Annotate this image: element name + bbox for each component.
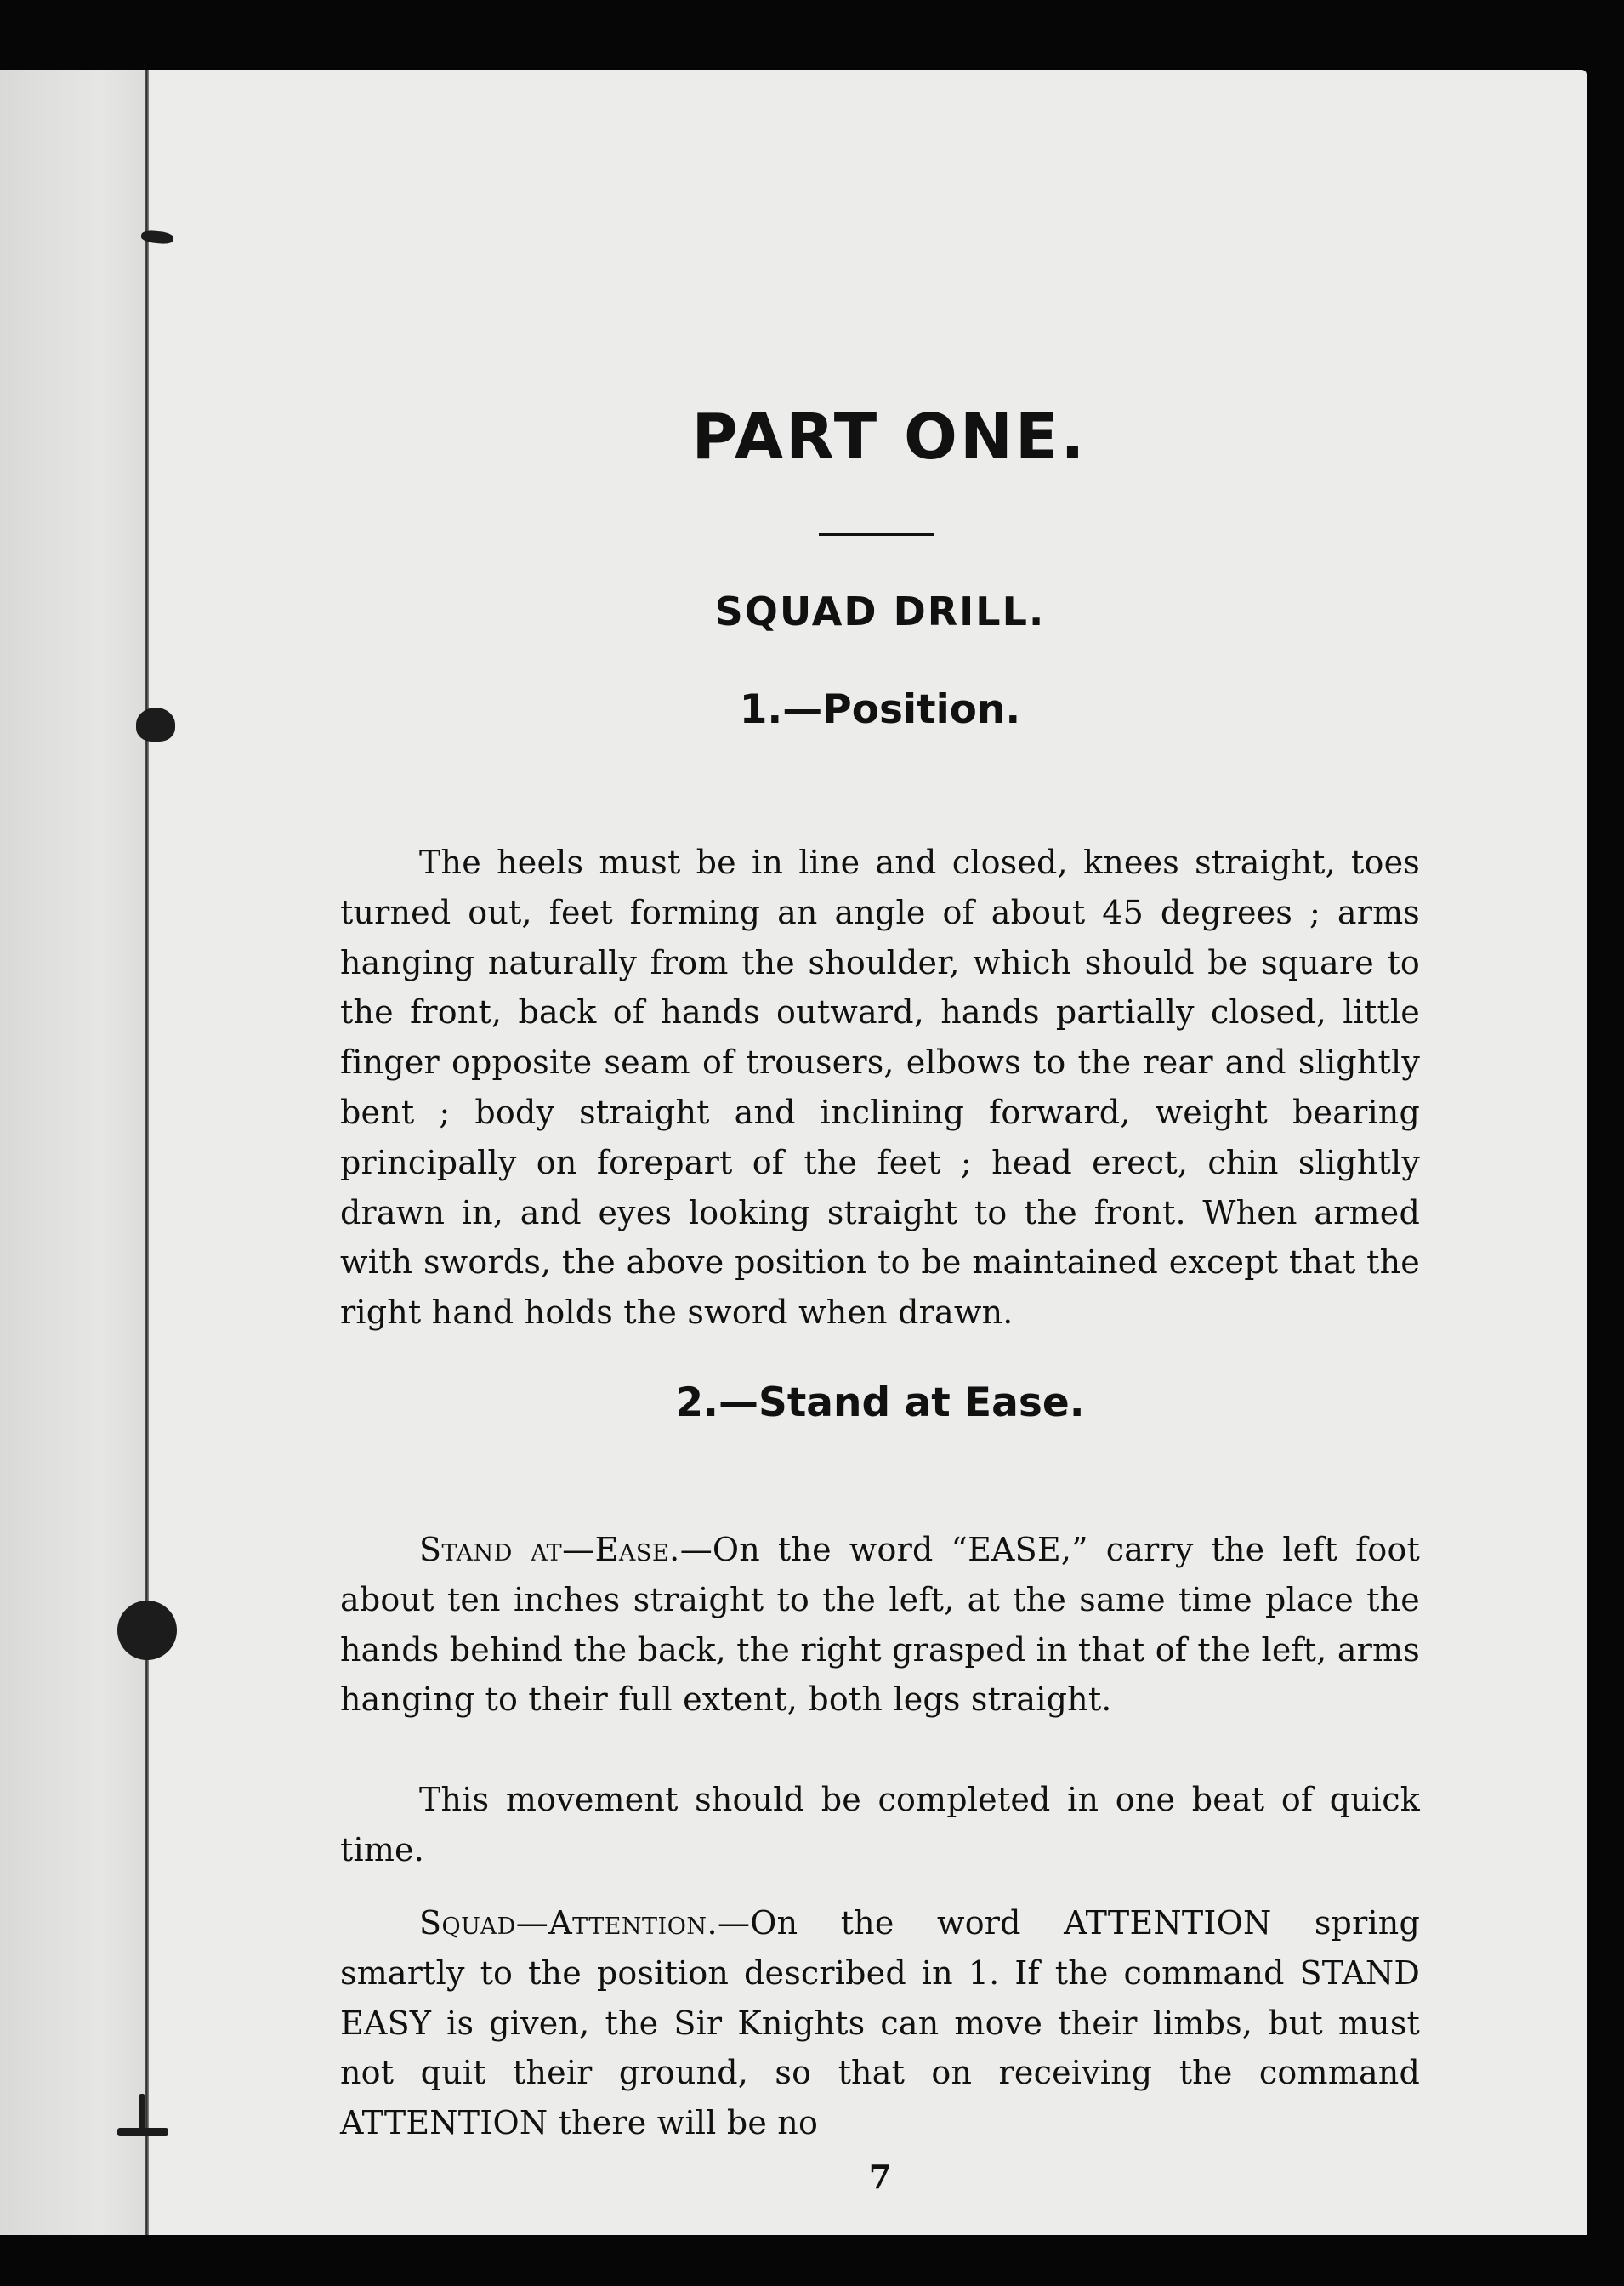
section-title: SQUAD DRILL.	[714, 589, 1046, 634]
position-heading: 1.—Position.	[739, 686, 1021, 733]
binding-stitch-mark	[136, 708, 175, 742]
page-number: 7	[868, 2158, 892, 2196]
command-stand-at-ease: Stand at—Ease.	[419, 1531, 680, 1568]
command-squad-attention: Squad—Attention.	[419, 1904, 718, 1942]
title-divider-rule	[819, 533, 934, 536]
squad-attention-paragraph	[340, 1898, 1420, 2148]
part-title: PART ONE.	[691, 401, 1087, 474]
book-page	[0, 70, 1587, 2235]
binding-fold-line	[145, 70, 149, 2235]
stand-at-ease-text: —On the word “EASE,” carry the left foot about ten inches straight to the left, at the same time place the hands behind the back, the right grasped in that of the left, arms hanging to their full extent, both legs straight.	[340, 1531, 1421, 1719]
left-page-margin	[0, 70, 145, 2235]
binding-stitch-mark	[139, 2094, 145, 2136]
position-paragraph: The heels must be in line and closed, knees straight, toes turned out, feet forming an angle of about 45 degrees ; arms hanging naturally from the shoulder, which should be square to the front, back of hands outward, hands partially closed, little finger opposite seam of trousers, elbows to the rear and slightly bent ; body straight and inclining forward, weight bearing principally on forepart of the feet ; head erect, chin slightly drawn in, and eyes looking straight to the front. When armed with swords, the above position to be maintained except that the right hand holds the sword when drawn.	[340, 844, 1420, 1332]
movement-timing-paragraph: This movement should be completed in one beat of quick time.	[340, 1781, 1420, 1868]
stand-at-ease-paragraph	[340, 1525, 1420, 1725]
binding-stitch-mark	[117, 1601, 177, 1660]
squad-attention-text: —On the word ATTENTION spring smartly to the position described in 1. If the command STAND EASY is given, the Sir Knights can move their limbs, but must not quit their ground, so that on receiving the command ATTENTION there will be no	[340, 1904, 1420, 2142]
stand-at-ease-heading: 2.—Stand at Ease.	[675, 1379, 1085, 1426]
